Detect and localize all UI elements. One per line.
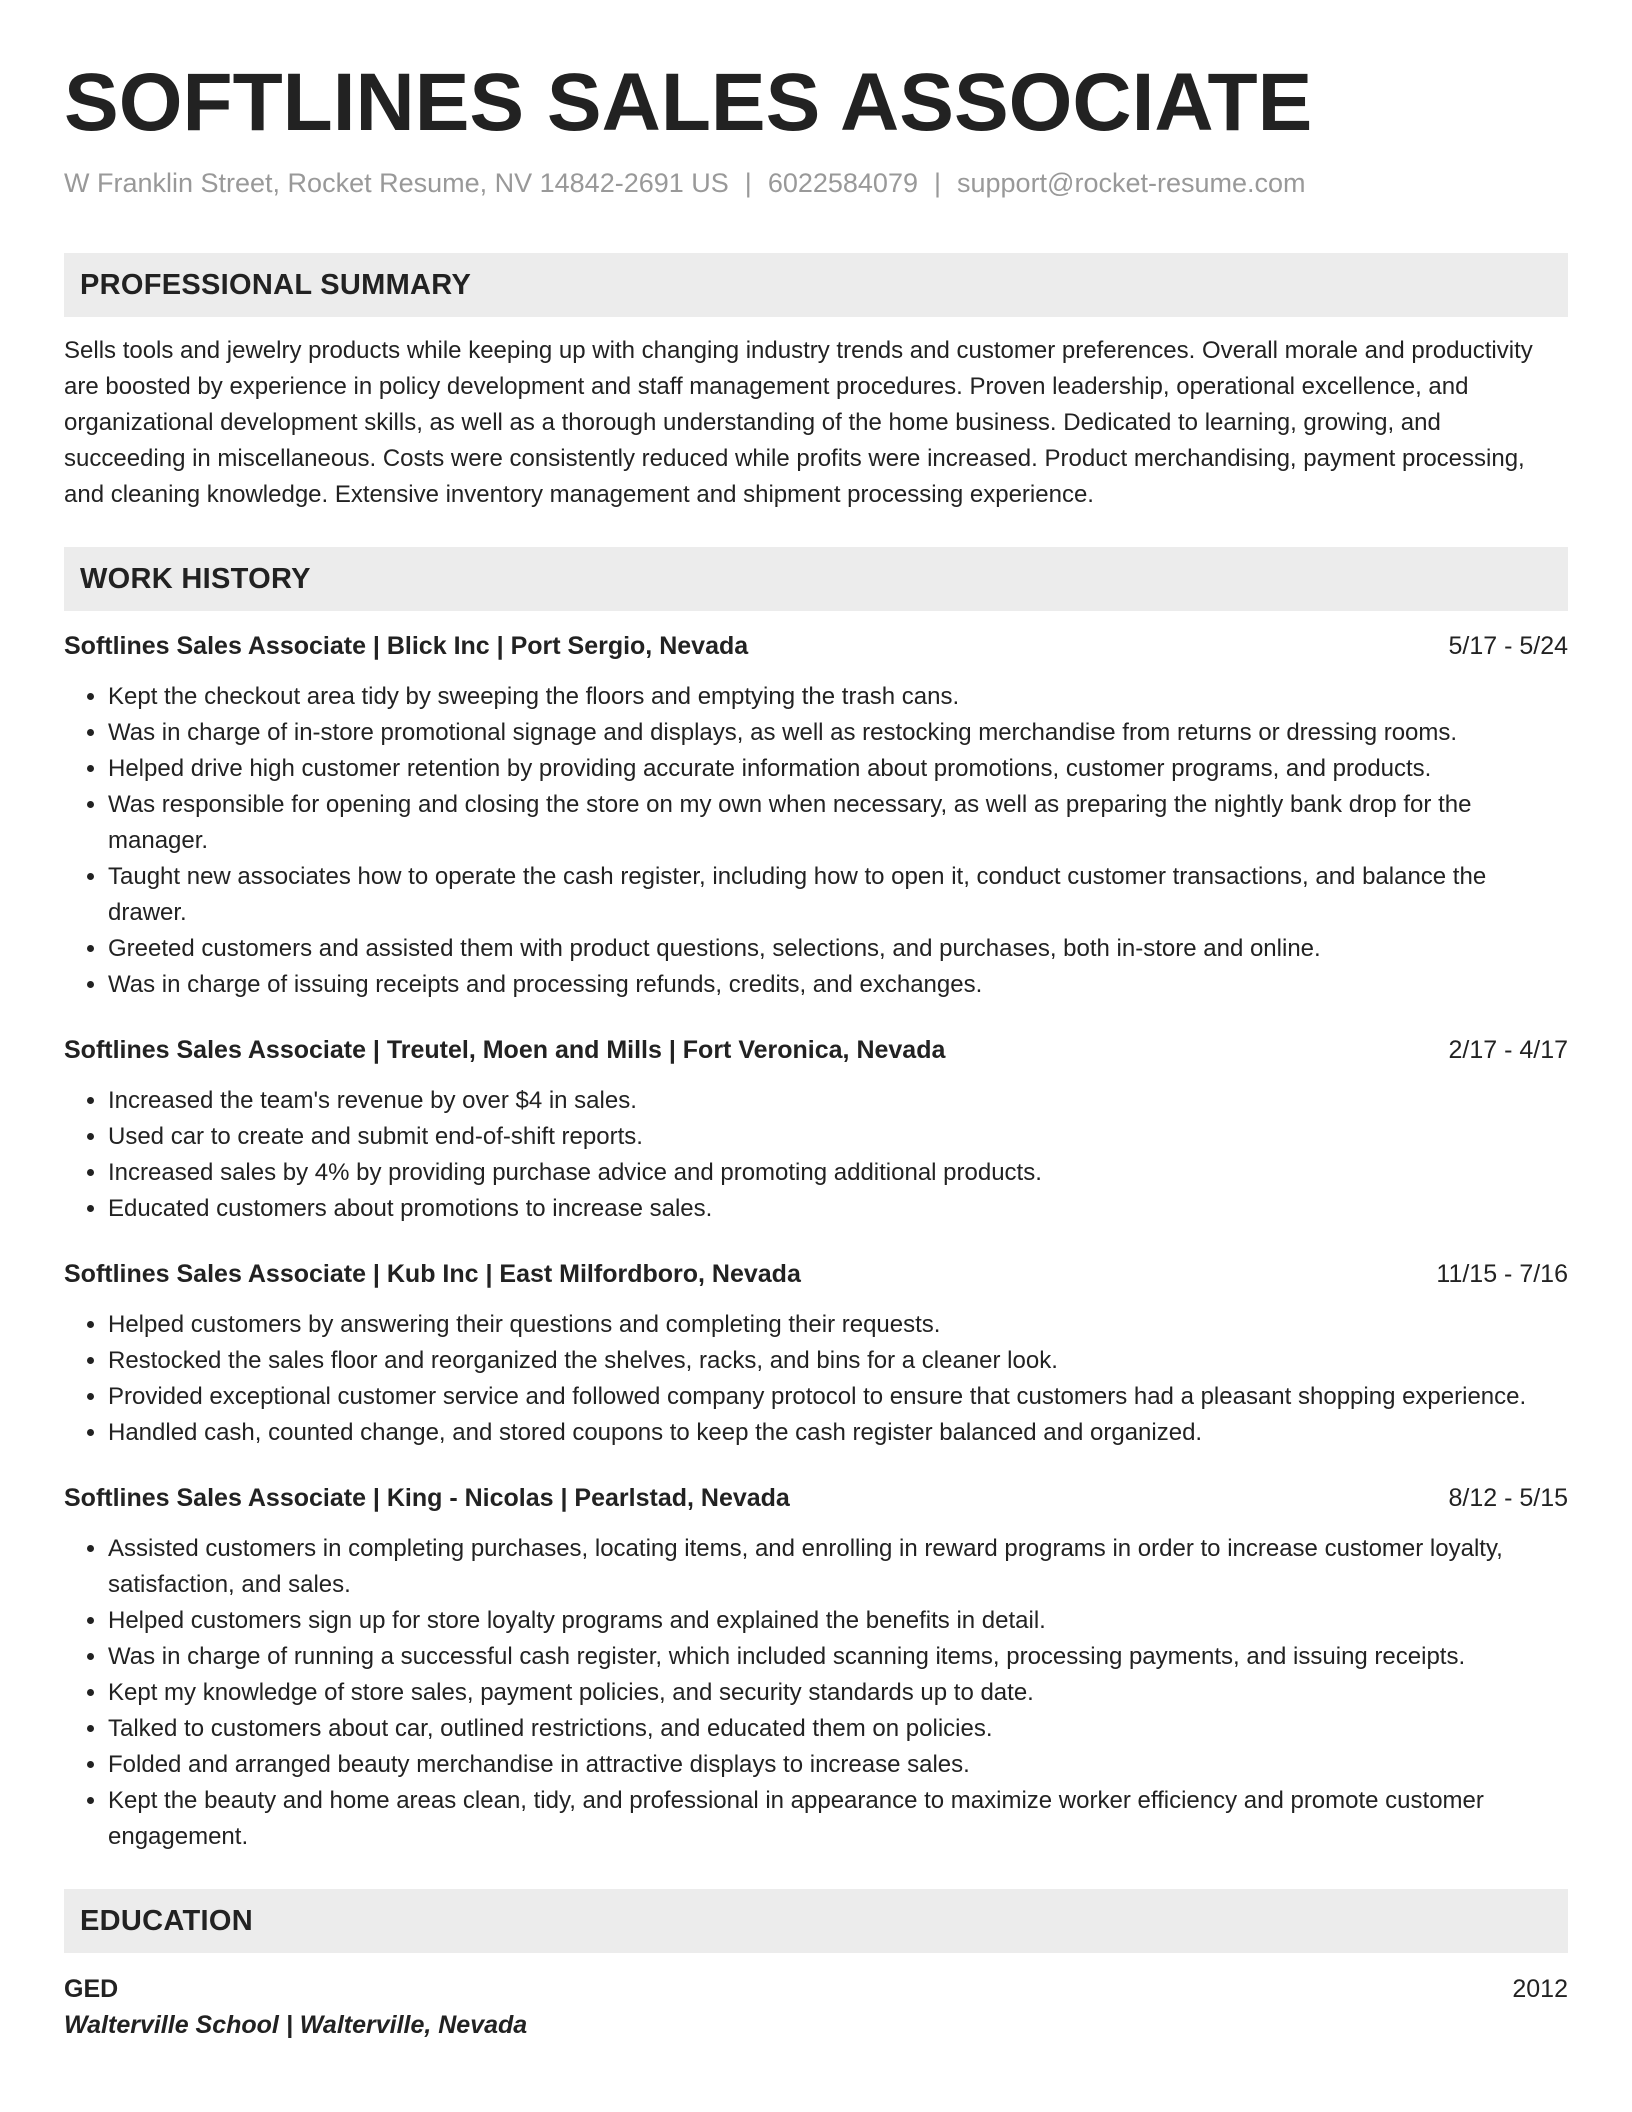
job-bullet: • Restocked the sales floor and reorganized the shelves, racks, and bins for a cleaner look. <box>108 1343 1568 1379</box>
job-bullet: • Provided exceptional customer service and followed company protocol to ensure that customers had a pleasant shopping experience. <box>108 1379 1568 1415</box>
section-header-summary: PROFESSIONAL SUMMARY <box>64 253 1568 317</box>
contact-separator: | <box>744 168 752 198</box>
job-bullet: • Was in charge of issuing receipts and processing refunds, credits, and exchanges. <box>108 967 1568 1003</box>
job-title: Softlines Sales Associate | Kub Inc | East Milfordboro, Nevada <box>64 1260 801 1288</box>
job-bullet: • Folded and arranged beauty merchandise in attractive displays to increase sales. <box>108 1747 1568 1783</box>
job-bullet: • Helped customers sign up for store loyalty programs and explained the benefits in detail. <box>108 1603 1568 1639</box>
job-head <box>64 1481 1568 1515</box>
job-bullet-list <box>64 679 1568 1003</box>
job-bullet: • Kept my knowledge of store sales, payment policies, and security standards up to date. <box>108 1675 1568 1711</box>
work-history-list <box>64 629 1568 1855</box>
job-dates: 5/17 - 5/24 <box>1448 632 1568 660</box>
job-entry <box>64 629 1568 1003</box>
education-school: Walterville School | Walterville, Nevada <box>64 2011 528 2039</box>
job-title: Softlines Sales Associate | King - Nicolas | Pearlstad, Nevada <box>64 1484 790 1512</box>
job-bullet: • Kept the checkout area tidy by sweeping the floors and emptying the trash cans. <box>108 679 1568 715</box>
job-head <box>64 1257 1568 1291</box>
job-bullet-list <box>64 1531 1568 1855</box>
section-header-work-history: WORK HISTORY <box>64 547 1568 611</box>
candidate-name: SOFTLINES SALES ASSOCIATE <box>64 57 1313 148</box>
job-entry <box>64 1257 1568 1451</box>
job-bullet-list <box>64 1307 1568 1451</box>
job-bullet: • Talked to customers about car, outlined restrictions, and educated them on policies. <box>108 1711 1568 1747</box>
job-bullet: • Increased the team's revenue by over $4 in sales. <box>108 1083 1568 1119</box>
job-bullet: • Handled cash, counted change, and stored coupons to keep the cash register balanced and organized. <box>108 1415 1568 1451</box>
job-title: Softlines Sales Associate | Blick Inc | Port Sergio, Nevada <box>64 632 749 660</box>
contact-line <box>64 168 1568 199</box>
contact-phone: 6022584079 <box>767 168 918 198</box>
job-dates: 8/12 - 5/15 <box>1448 1484 1568 1512</box>
section-header-education: EDUCATION <box>64 1889 1568 1953</box>
job-entry <box>64 1033 1568 1227</box>
contact-address: W Franklin Street, Rocket Resume, NV 14842-2691 US <box>64 168 729 198</box>
education-head <box>64 1971 1568 2007</box>
job-head <box>64 1033 1568 1067</box>
job-entry <box>64 1481 1568 1855</box>
job-bullet: • Helped drive high customer retention by providing accurate information about promotions, customer programs, and products. <box>108 751 1568 787</box>
job-bullet: • Taught new associates how to operate the cash register, including how to open it, conduct customer transactions, and balance the drawer. <box>108 859 1568 931</box>
education-degree: GED <box>64 1975 119 2003</box>
job-bullet: • Was in charge of in-store promotional signage and displays, as well as restocking merchandise from returns or dressing rooms. <box>108 715 1568 751</box>
education-year: 2012 <box>1512 1975 1568 2003</box>
education-entry <box>64 1971 1568 2043</box>
job-title: Softlines Sales Associate | Treutel, Moen and Mills | Fort Veronica, Nevada <box>64 1036 946 1064</box>
job-dates: 2/17 - 4/17 <box>1448 1036 1568 1064</box>
job-bullet: • Greeted customers and assisted them with product questions, selections, and purchases, both in-store and online. <box>108 931 1568 967</box>
job-bullet: • Was in charge of running a successful cash register, which included scanning items, processing payments, and issuing receipts. <box>108 1639 1568 1675</box>
job-bullet: • Was responsible for opening and closing the store on my own when necessary, as well as preparing the nightly bank drop for the manager. <box>108 787 1568 859</box>
contact-separator: | <box>933 168 941 198</box>
job-bullet: • Assisted customers in completing purchases, locating items, and enrolling in reward programs in order to increase customer loyalty, satisfaction, and sales. <box>108 1531 1568 1603</box>
job-bullet: • Helped customers by answering their questions and completing their requests. <box>108 1307 1568 1343</box>
contact-email: support@rocket-resume.com <box>957 168 1306 198</box>
job-bullet: • Educated customers about promotions to increase sales. <box>108 1191 1568 1227</box>
job-bullet: • Used car to create and submit end-of-shift reports. <box>108 1119 1568 1155</box>
job-bullet-list <box>64 1083 1568 1227</box>
job-dates: 11/15 - 7/16 <box>1436 1260 1568 1288</box>
job-head <box>64 629 1568 663</box>
job-bullet: • Increased sales by 4% by providing purchase advice and promoting additional products. <box>108 1155 1568 1191</box>
summary-text: Sells tools and jewelry products while keeping up with changing industry trends and customer preferences. Overall morale and productivity are boosted by experience in policy development and staff management procedures. Proven leadership, operational excellence, and organizational development skills, as well as a thorough understanding of the home business. Dedicated to learning, growing, and succeeding in miscellaneous. Costs were consistently reduced while profits were increased. Product merchandising, payment processing, and cleaning knowledge. Extensive inventory management and shipment processing experience. <box>64 337 1533 508</box>
job-bullet: • Kept the beauty and home areas clean, tidy, and professional in appearance to maximize worker efficiency and promote customer engagement. <box>108 1783 1568 1855</box>
